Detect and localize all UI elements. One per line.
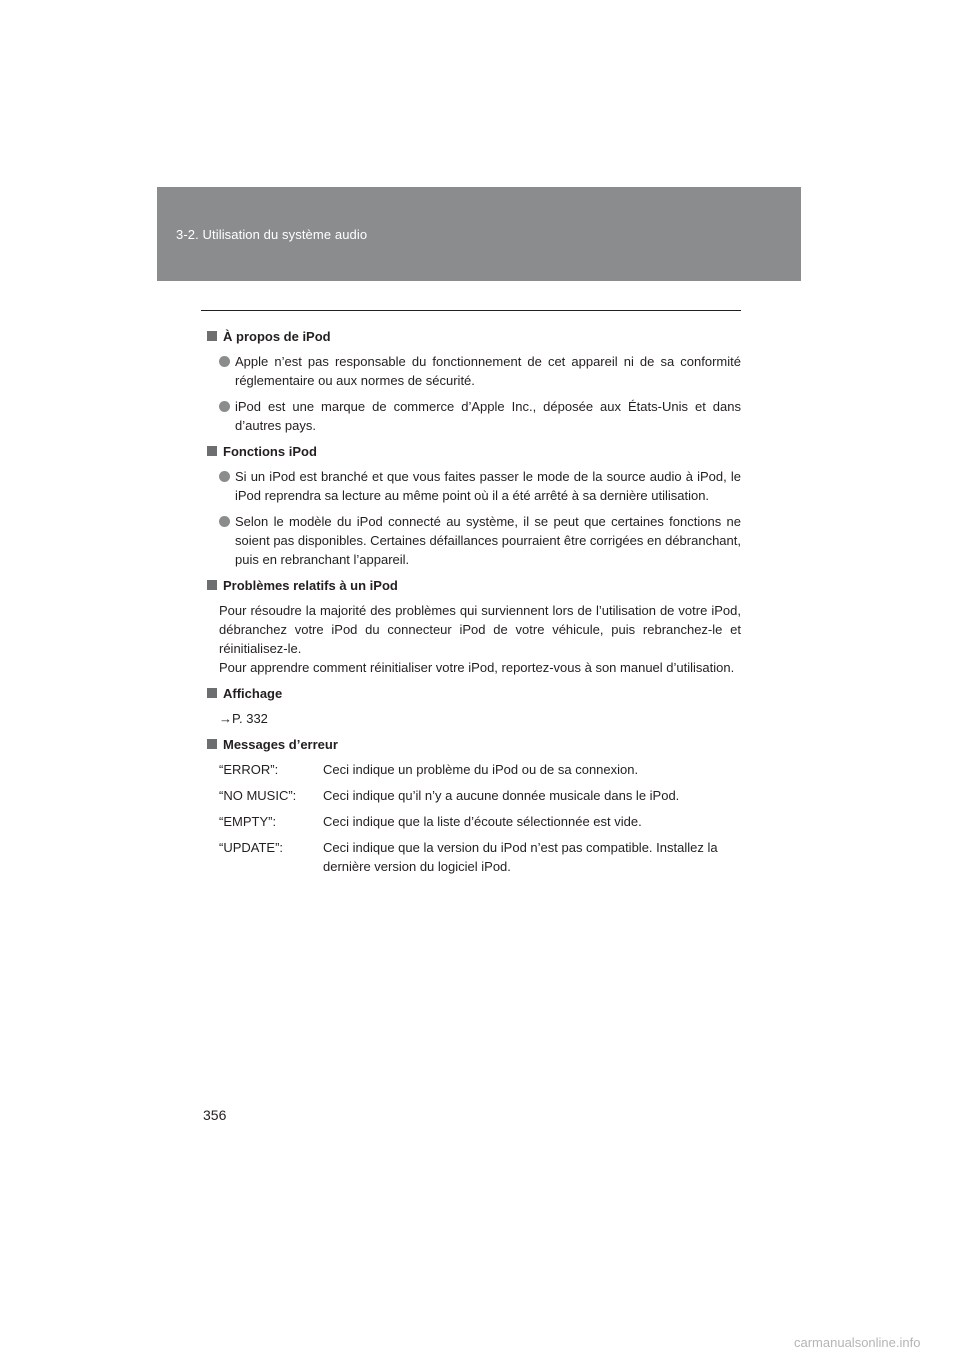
main-content [207,327,741,883]
list-item: Si un iPod est branché et que vous faites passer le mode de la source audio à iPod, le iPod reprendra sa lecture au même point où il a été arrêté à sa dernière utilisation. [207,467,741,505]
square-bullet-icon [207,739,217,749]
error-message-row [207,812,741,831]
header-rule [201,310,741,311]
square-bullet-icon [207,331,217,341]
square-bullet-icon [207,580,217,590]
error-code: “UPDATE”: [219,840,284,855]
section-ipod-functions [207,442,741,569]
error-description: Ceci indique que la liste d’écoute sélectionnée est vide. [323,814,642,829]
circle-bullet-icon [219,471,230,482]
error-code: “EMPTY”: [219,814,277,829]
section-heading: Problèmes relatifs à un iPod [207,576,741,595]
section-ipod-problems [207,576,741,677]
error-code: “ERROR”: [219,762,279,777]
list-item: Selon le modèle du iPod connecté au système, il se peut que certaines fonctions ne soient pas disponibles. Certaines défaillances pourraient être corrigées en débranchant, puis en rebranchant l’appareil. [207,512,741,569]
page-reference: →P. 332 [219,711,268,726]
error-description: Ceci indique un problème du iPod ou de sa connexion. [323,762,639,777]
header-band [157,187,801,281]
section-about-ipod [207,327,741,435]
section-title: 3-2. Utilisation du système audio [176,227,368,242]
section-display [207,684,741,728]
section-heading: Fonctions iPod [207,442,741,461]
error-description: Ceci indique qu’il n’y a aucune donnée musicale dans le iPod. [323,788,680,803]
page-number: 356 [203,1107,227,1123]
circle-bullet-icon [219,356,230,367]
error-message-row [207,786,741,805]
circle-bullet-icon [219,516,230,527]
paragraph: Pour résoudre la majorité des problèmes qui surviennent lors de l’utilisation de votre iPod, débranchez votre iPod du connecteur iPod de votre véhicule, puis rebranchez-le et réinitialisez-le. Pour apprendre comment réinitialiser votre iPod, reportez-vous à son manuel d’utilisation. [219,603,741,675]
error-code: “NO MUSIC”: [219,788,297,803]
circle-bullet-icon [219,401,230,412]
section-heading: À propos de iPod [207,327,741,346]
list-item: Apple n’est pas responsable du fonctionnement de cet appareil ni de sa conformité réglementaire ou aux normes de sécurité. [207,352,741,390]
section-heading: Messages d’erreur [207,735,741,754]
error-message-row [207,838,741,876]
list-item: iPod est une marque de commerce d’Apple Inc., déposée aux États-Unis et dans d’autres pays. [207,397,741,435]
error-message-row [207,760,741,779]
square-bullet-icon [207,446,217,456]
error-description: Ceci indique que la version du iPod n’est pas compatible. Installez la dernière version du logiciel iPod. [323,840,718,874]
watermark: carmanualsonline.info [794,1335,921,1350]
section-error-messages [207,735,741,876]
section-heading: Affichage [207,684,741,703]
square-bullet-icon [207,688,217,698]
